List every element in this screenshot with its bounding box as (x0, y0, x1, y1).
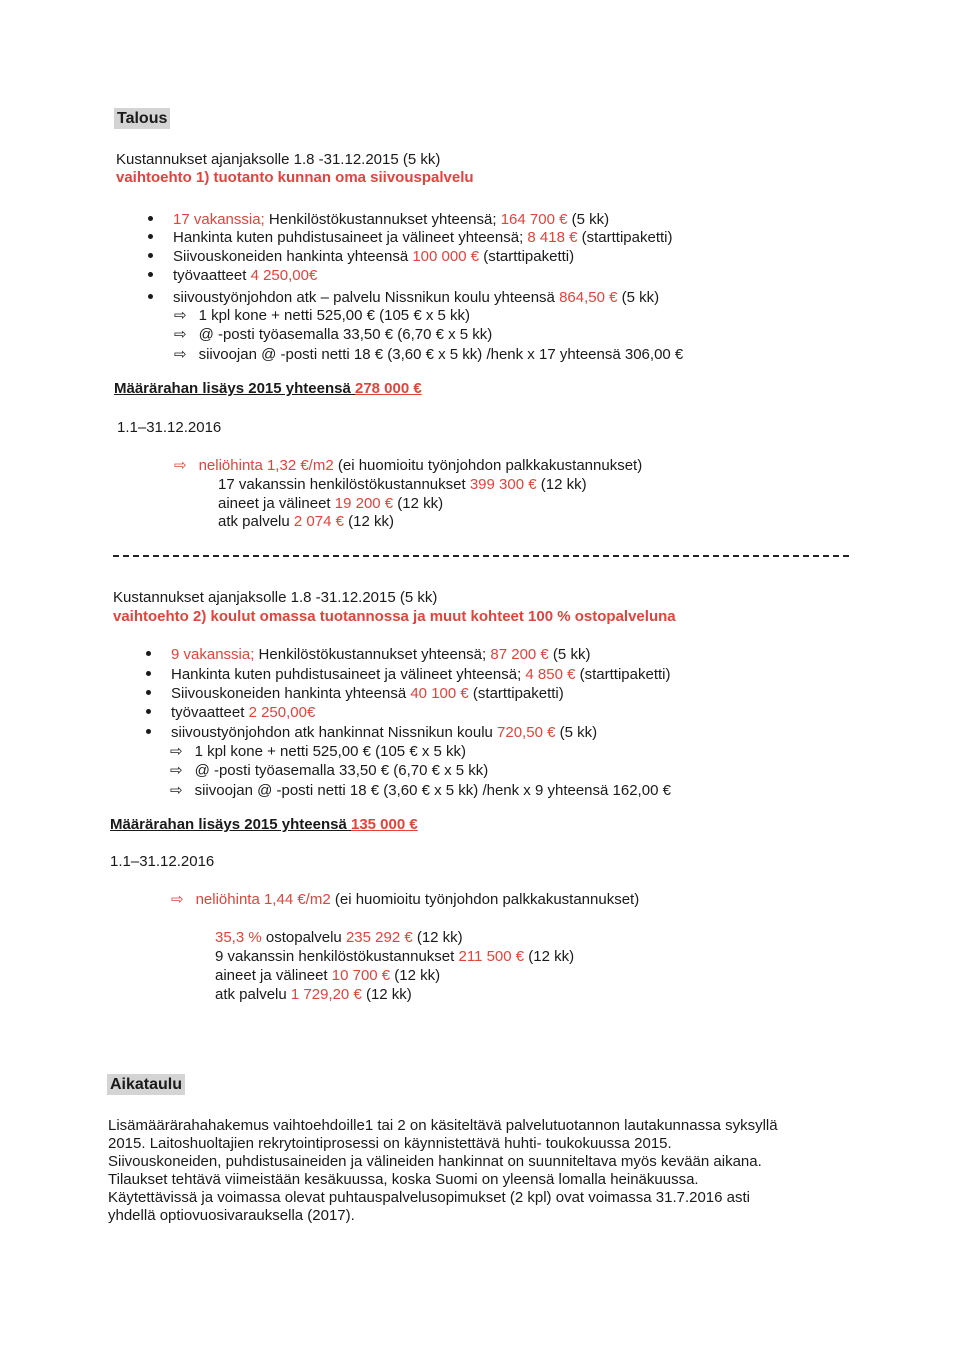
option2-bullet-2: Hankinta kuten puhdistusaineet ja välineet yhteensä; 4 850 € (starttipaketti) (146, 665, 670, 684)
aikataulu-paragraph (108, 1117, 848, 1225)
arrow-right-icon: ⇨ (171, 891, 184, 908)
paragraph-line: Käytettävissä ja voimassa olevat puhtauspalvelusopimukset (2 kpl) ovat voimassa 31.7.2016 asti (108, 1189, 751, 1206)
option1-next-line-1: ⇨ neliöhinta 1,32 €/m2 (ei huomioitu työnjohdon palkkakustannukset) (174, 457, 643, 474)
talous-heading: Talous (114, 108, 170, 129)
arrow-right-icon: ⇨ (170, 762, 183, 779)
option2-sub-2: ⇨ @ -posti työasemalla 33,50 € (6,70 € x 5 kk) (170, 762, 489, 779)
bullet-icon (148, 216, 153, 221)
option2-next-line-3: 9 vakanssin henkilöstökustannukset 211 500 € (12 kk) (215, 948, 575, 965)
option2-title: vaihtoehto 2) koulut omassa tuotannossa ja muut kohteet 100 % ostopalveluna (113, 608, 676, 625)
option2-bullet-1: 9 vakanssia; Henkilöstökustannukset yhteensä; 87 200 € (5 kk) (146, 645, 590, 664)
option2-bullet-5: siivoustyönjohdon atk hankinnat Nissnikun koulu 720,50 € (5 kk) (146, 723, 597, 742)
bullet-icon (146, 690, 151, 695)
option2-next-line-2: 35,3 % ostopalvelu 235 292 € (12 kk) (215, 929, 463, 946)
bullet-icon (148, 234, 153, 239)
bullet-icon (146, 651, 151, 656)
paragraph-line: Lisämäärärahahakemus vaihtoehdoille1 tai 2 on käsiteltävä palvelutuotannon lautakunnassa syksyllä (108, 1117, 778, 1134)
option1-bullet-3: Siivouskoneiden hankinta yhteensä 100 000 € (starttipaketti) (148, 247, 574, 266)
arrow-right-icon: ⇨ (174, 346, 187, 363)
option2-sub-1: ⇨ 1 kpl kone + netti 525,00 € (105 € x 5 kk) (170, 743, 466, 760)
option1-title: vaihtoehto 1) tuotanto kunnan oma siivouspalvelu (116, 169, 474, 186)
option2-sub-3: ⇨ siivoojan @ -posti netti 18 € (3,60 € x 5 kk) /henk x 9 yhteensä 162,00 € (170, 782, 671, 799)
bullet-icon (148, 294, 153, 299)
arrow-right-icon: ⇨ (174, 326, 187, 343)
option1-sub-3: ⇨ siivoojan @ -posti netti 18 € (3,60 € x 5 kk) /henk x 17 yhteensä 306,00 € (174, 346, 684, 363)
option2-next-line-4: aineet ja välineet 10 700 € (12 kk) (215, 967, 441, 984)
bullet-icon (148, 272, 153, 277)
option1-sub-2: ⇨ @ -posti työasemalla 33,50 € (6,70 € x 5 kk) (174, 326, 493, 343)
paragraph-line: Siivouskoneiden, puhdistusaineiden ja välineiden hankinnat on suunniteltava myös kevään aikana. (108, 1153, 762, 1170)
option1-bullet-2: Hankinta kuten puhdistusaineet ja välineet yhteensä; 8 418 € (starttipaketti) (148, 228, 672, 247)
option1-bullet-1: 17 vakanssia; Henkilöstökustannukset yhteensä; 164 700 € (5 kk) (148, 210, 609, 229)
option1-bullet-4: työvaatteet 4 250,00€ (148, 266, 317, 285)
paragraph-line: yhdellä optiovuosivarauksella (2017). (108, 1207, 355, 1224)
option2-period: Kustannukset ajanjaksolle 1.8 -31.12.2015 (5 kk) (113, 589, 438, 606)
bullet-icon (148, 253, 153, 258)
paragraph-line: Tilaukset tehtävä viimeistään kesäkuussa, koska Suomi on yleensä lomalla heinäkuussa. (108, 1171, 699, 1188)
arrow-right-icon: ⇨ (174, 457, 187, 474)
option1-bullet-5: siivoustyönjohdon atk – palvelu Nissnikun koulu yhteensä 864,50 € (5 kk) (148, 288, 659, 307)
arrow-right-icon: ⇨ (170, 743, 183, 760)
option2-total: Määrärahan lisäys 2015 yhteensä 135 000 € (110, 816, 418, 833)
paragraph-line: 2015. Laitoshuoltajien rekrytointiprosessi on käynnistettävä huhti- toukokuussa 2015. (108, 1135, 672, 1152)
option2-bullet-3: Siivouskoneiden hankinta yhteensä 40 100 € (starttipaketti) (146, 684, 564, 703)
bullet-icon (146, 671, 151, 676)
option1-next-line-4: atk palvelu 2 074 € (12 kk) (218, 513, 394, 530)
option2-next-period: 1.1–31.12.2016 (110, 853, 215, 870)
option1-period: Kustannukset ajanjaksolle 1.8 -31.12.2015 (5 kk) (116, 151, 441, 168)
arrow-right-icon: ⇨ (174, 307, 187, 324)
option1-next-line-2: 17 vakanssin henkilöstökustannukset 399 300 € (12 kk) (218, 476, 587, 493)
option1-next-line-3: aineet ja välineet 19 200 € (12 kk) (218, 495, 444, 512)
option2-next-line-1: ⇨ neliöhinta 1,44 €/m2 (ei huomioitu työnjohdon palkkakustannukset) (171, 891, 640, 908)
bullet-icon (146, 709, 151, 714)
option1-total: Määrärahan lisäys 2015 yhteensä 278 000 € (114, 380, 422, 397)
arrow-right-icon: ⇨ (170, 782, 183, 799)
bullet-icon (146, 729, 151, 734)
option2-next-line-5: atk palvelu 1 729,20 € (12 kk) (215, 986, 412, 1003)
option1-sub-1: ⇨ 1 kpl kone + netti 525,00 € (105 € x 5 kk) (174, 307, 470, 324)
aikataulu-heading: Aikataulu (107, 1074, 185, 1095)
option2-bullet-4: työvaatteet 2 250,00€ (146, 703, 315, 722)
option1-next-period: 1.1–31.12.2016 (117, 419, 222, 436)
section-divider (113, 555, 849, 557)
